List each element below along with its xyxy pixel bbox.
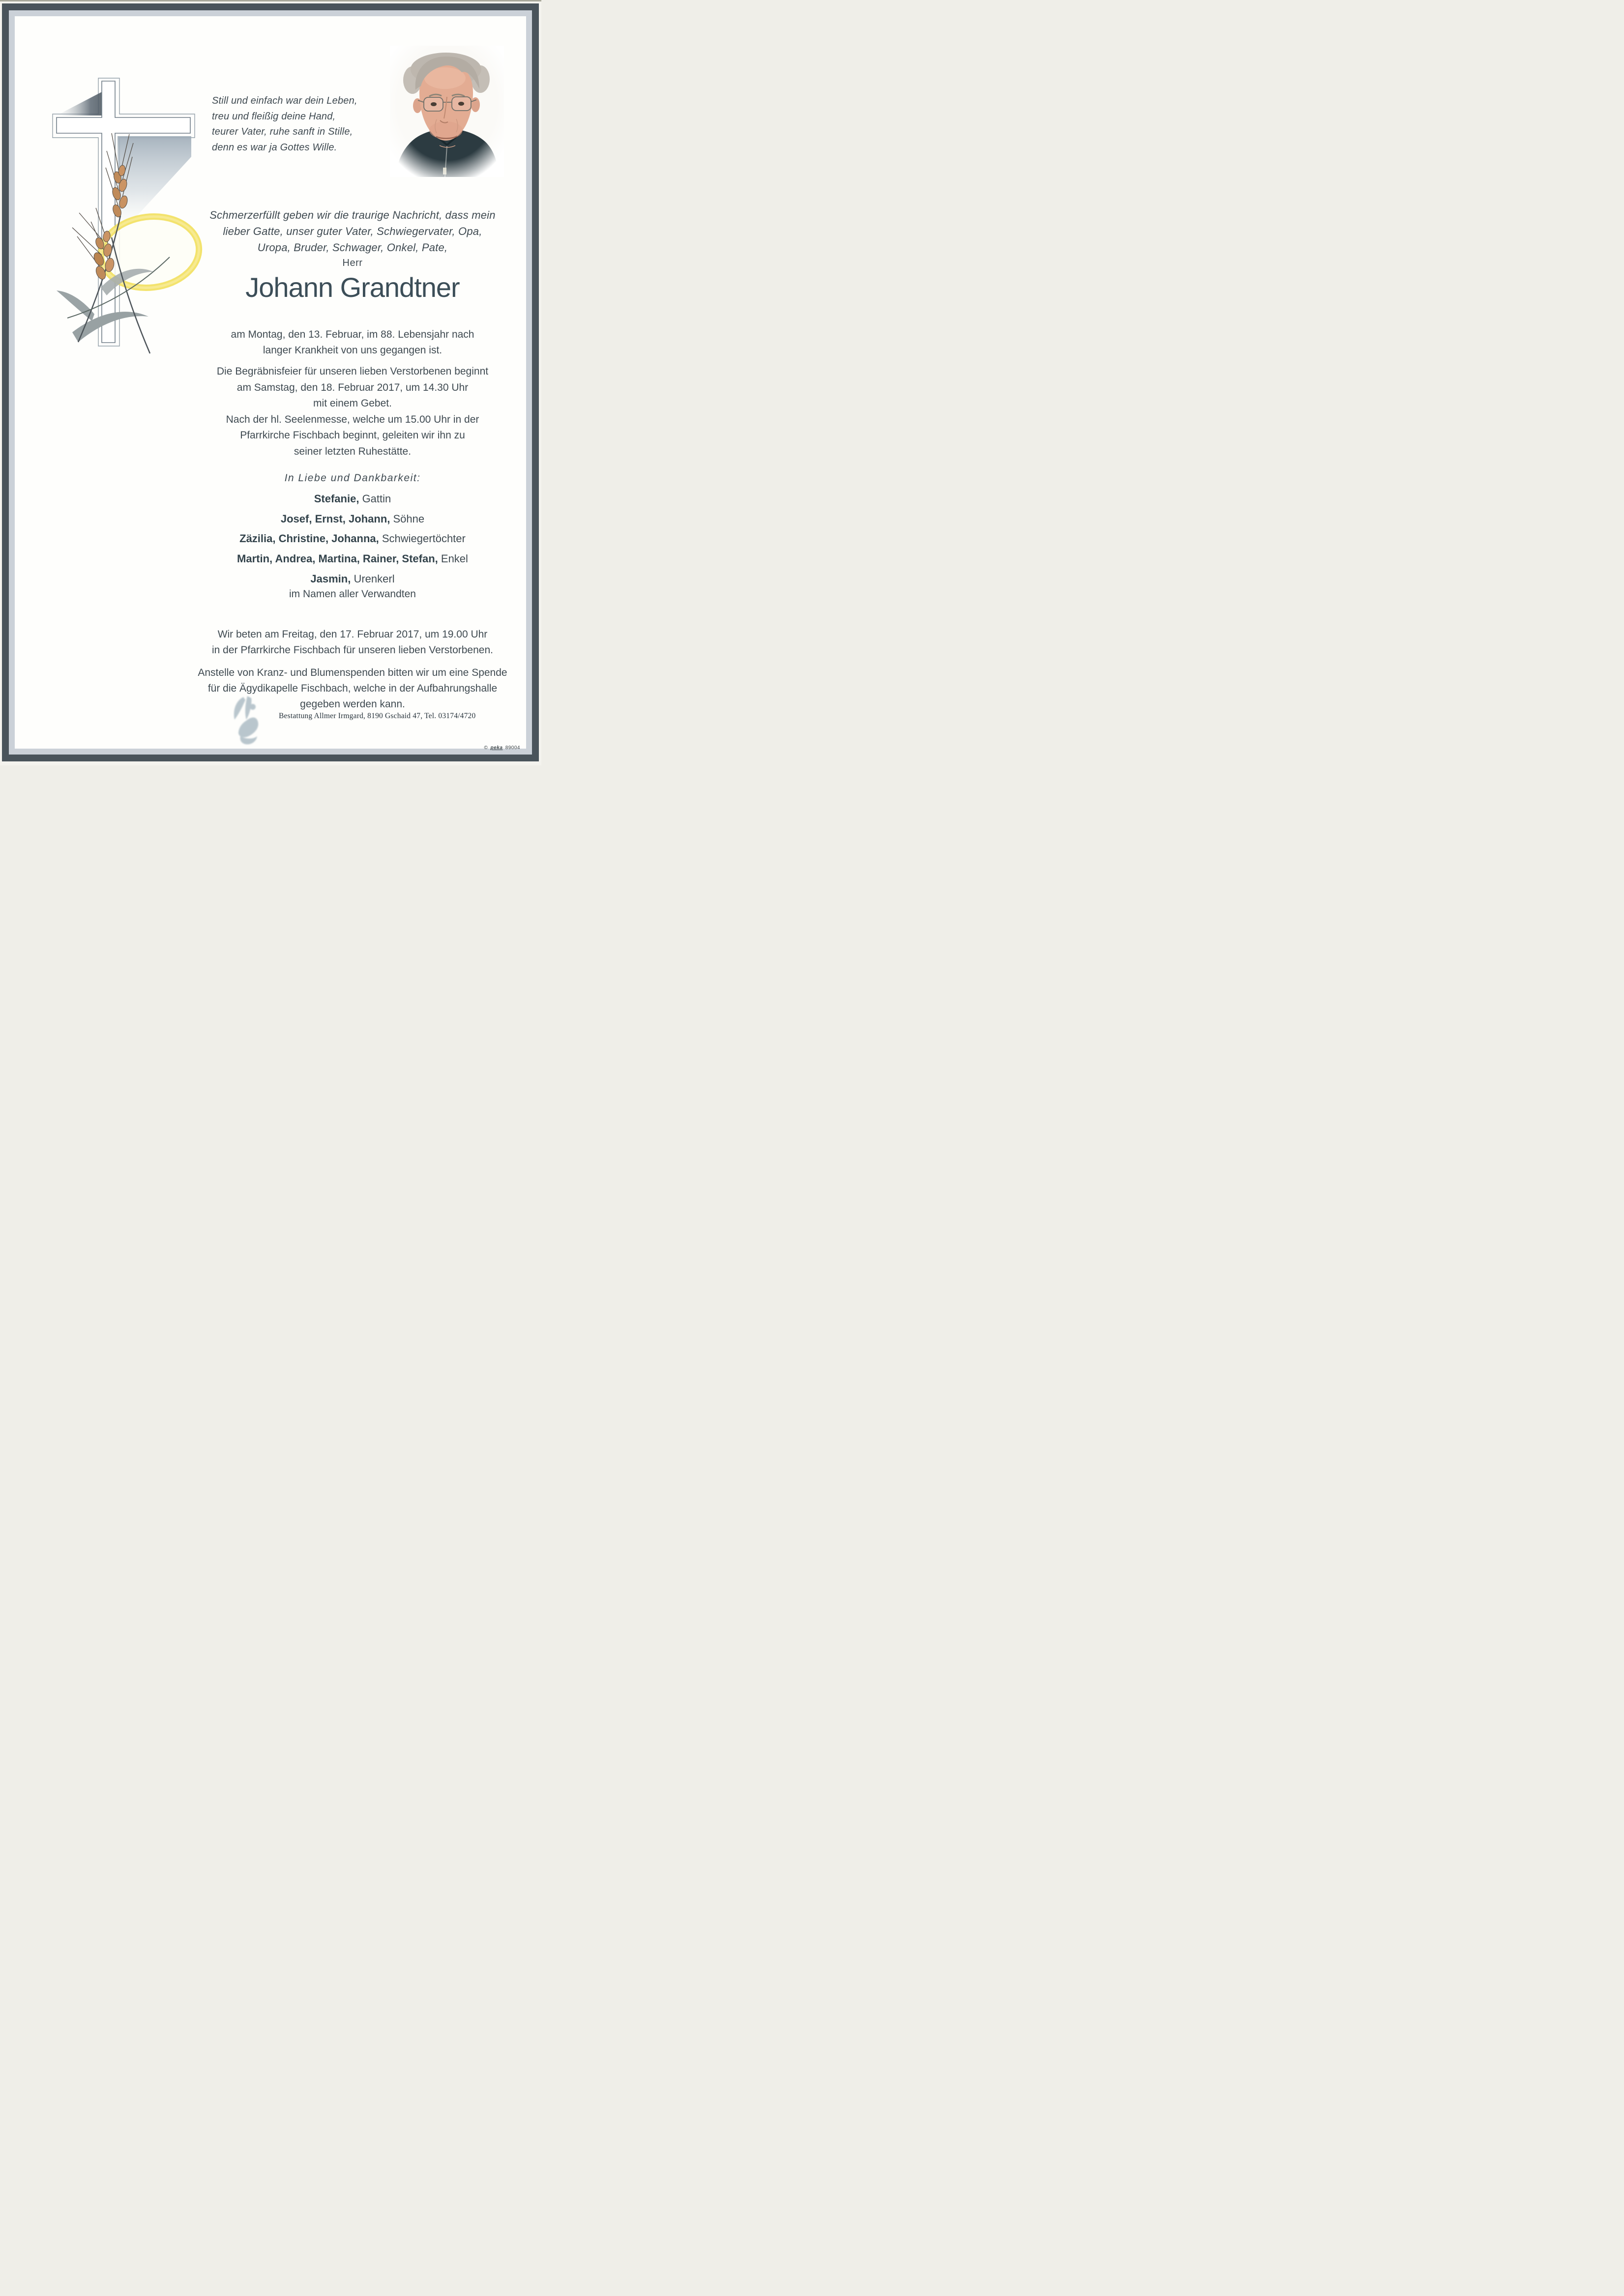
family-names: Josef, Ernst, Johann, [280, 513, 390, 525]
prayer-info [166, 627, 539, 658]
print-number: 89004 [505, 745, 520, 751]
announcement-line: Uropa, Bruder, Schwager, Onkel, Pate, [257, 241, 448, 254]
prayer-line: in der Pfarrkirche Fischbach für unseren lieben Verstorbenen. [212, 644, 493, 656]
family-entry-gattin [166, 493, 539, 505]
closing-line: In Liebe und Dankbarkeit: [284, 472, 421, 484]
family-names: Stefanie, [314, 493, 359, 505]
announcement-line: lieber Gatte, unser guter Vater, Schwiegervater, Opa, [223, 225, 482, 237]
angel-icon [229, 694, 267, 746]
donation-line: für die Ägydikapelle Fischbach, welche in der Aufbahrungshalle [207, 683, 498, 694]
family-names: Zäzilia, Christine, Johanna, [239, 532, 379, 545]
funeral-info-line: Nach der hl. Seelenmesse, welche um 15.00 Uhr in der [226, 413, 479, 425]
scanned-obituary-card [0, 0, 541, 765]
card-content [15, 16, 526, 749]
frame-dark-band [2, 3, 539, 761]
peka-logo: peka [490, 745, 503, 751]
funeral-info-line: Pfarrkirche Fischbach beginnt, geleiten wir ihn zu [240, 430, 465, 441]
family-footer: im Namen aller Verwandten [289, 588, 416, 600]
print-credit [484, 745, 520, 751]
family-relation: Enkel [441, 552, 468, 565]
donation-line: Anstelle von Kranz- und Blumenspenden bitten wir um eine Spende [198, 667, 507, 678]
family-relation: Gattin [362, 493, 391, 505]
funeral-info-line: Die Begräbnisfeier für unseren lieben Verstorbenen beginnt [216, 366, 489, 377]
announcement [166, 207, 539, 256]
portrait-photo [390, 46, 504, 177]
family-relation: Söhne [393, 513, 425, 525]
poem [212, 93, 357, 155]
poem-line: Still und einfach war dein Leben, [212, 95, 357, 106]
copyright-icon: © [484, 745, 488, 751]
death-info [166, 327, 539, 358]
family-entry-enkel [166, 552, 539, 565]
family-entry-soehne [166, 513, 539, 525]
cross-shading-left [57, 92, 102, 116]
death-info-line: am Montag, den 13. Februar, im 88. Lebensjahr nach [231, 329, 474, 340]
family-entry-schwiegertoechter [166, 532, 539, 545]
family-names: Martin, Andrea, Martina, Rainer, Stefan, [237, 552, 438, 565]
funeral-home-info: Bestattung Allmer Irmgard, 8190 Gschaid 47, Tel. 03174/4720 [279, 712, 476, 720]
funeral-info-line: mit einem Gebet. [313, 398, 392, 409]
announcement-line: Schmerzerfüllt geben wir die traurige Nachricht, dass mein [209, 209, 496, 221]
death-info-line: langer Krankheit von uns gegangen ist. [263, 345, 443, 356]
family-names: Jasmin, [310, 573, 351, 585]
family-entry-urenkerl [166, 573, 539, 585]
funeral-info-line: seiner letzten Ruhestätte. [294, 445, 412, 457]
donation-info [166, 665, 539, 712]
family-relation: Schwiegertöchter [382, 532, 466, 545]
salutation: Herr [342, 258, 363, 268]
poem-line: treu und fleißig deine Hand, [212, 111, 336, 122]
deceased-name: Johann Grandtner [245, 272, 460, 303]
prayer-line: Wir beten am Freitag, den 17. Februar 2017, um 19.00 Uhr [217, 629, 488, 640]
frame-light-band [9, 10, 532, 755]
funeral-info [166, 364, 539, 460]
donation-line: gegeben werden kann. [300, 698, 405, 710]
funeral-info-line: am Samstag, den 18. Februar 2017, um 14.30 Uhr [236, 381, 469, 393]
poem-line: denn es war ja Gottes Wille. [212, 142, 337, 153]
family-relation: Urenkerl [354, 573, 395, 585]
poem-line: teurer Vater, ruhe sanft in Stille, [212, 126, 353, 137]
